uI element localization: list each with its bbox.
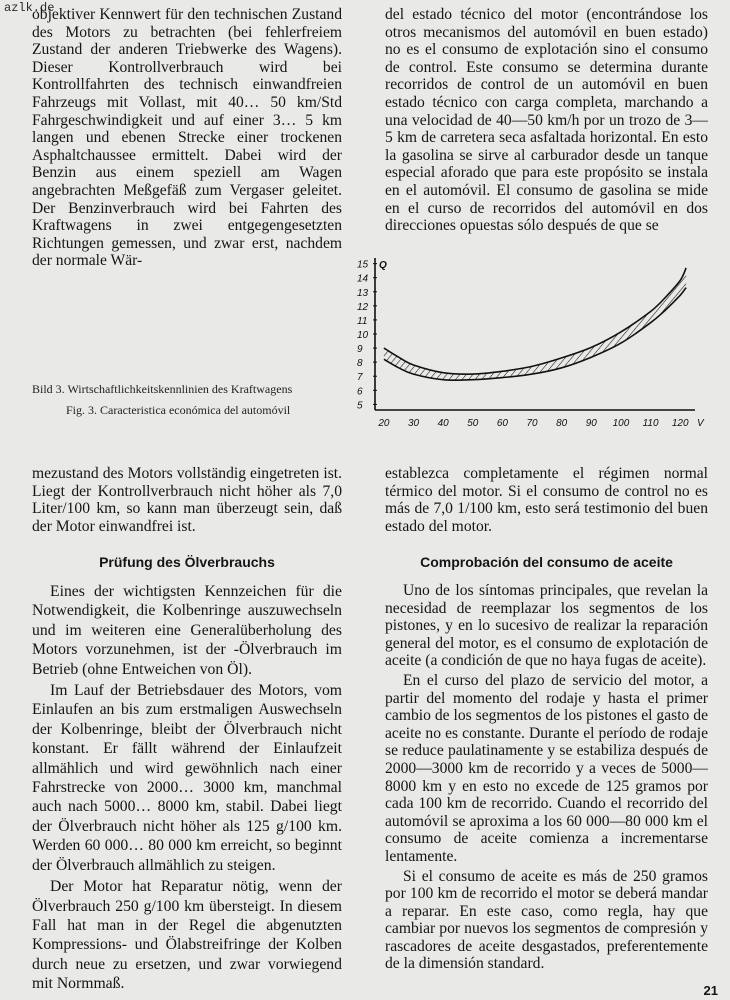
chart-y-tick-label: 11 bbox=[357, 315, 368, 327]
chart-x-tick-label: 100 bbox=[612, 418, 630, 429]
spanish-paragraph-continuation: del estado técnico del motor (encontrándose los otros mecanismos del automóvil en buen estado) no es el consumo de explotación sino el consumo de control. Este consumo se determina durante recorridos de control de un automóvil en buen estado técnico con carga completa, marchando a una velocidad de 40—50 km/h por un trozo de 3—5 km de carretera seca asfaltada horizontal. En esto la gasolina se sirve al carburador desde un tanque especial aforado que para este propósito se instala en el automóvil. El consumo de gasolina se mide en el curso de recorridos del automóvil en dos direcciones opuestas sólo después de que se bbox=[385, 6, 708, 235]
chart-y-ticks bbox=[357, 260, 377, 412]
spanish-paragraph-2: En el curso del plazo de servicio del motor, a partir del momento del rodaje y hasta el primer cambio de los segmentos de los pistones el gasto de aceite no es constante. Durante el período de rodaje se reduce paulatinamente y se estabiliza después de 2000—3000 km de recorrido y a veces de 5000—8000 km y en esto no excede de 125 gramos por cada 100 km de recorrido. Cuando el recorrido del automóvil se aproxima a los 60 000—80 000 km el consumo de aceite comienza a incrementarse lentamente. bbox=[385, 671, 708, 865]
spanish-paragraph-end: establezca completamente el régimen normal térmico del motor. Si el consumo de control no es más de 7,0 1/100 km, esto será testimonio del buen estado del motor. bbox=[385, 465, 708, 535]
fuel-economy-chart bbox=[355, 250, 705, 440]
spanish-text-top bbox=[385, 6, 708, 235]
chart-y-tick-label: 15 bbox=[357, 259, 369, 271]
german-text-bottom bbox=[32, 582, 342, 994]
spanish-text-mid bbox=[385, 465, 708, 535]
watermark: azlk.de bbox=[4, 1, 55, 15]
german-text-top bbox=[32, 6, 342, 270]
chart-x-axis-label: V bbox=[697, 418, 704, 429]
german-text-mid bbox=[32, 465, 342, 535]
spanish-paragraph-3: Si el consumo de aceite es más de 250 gramos por 100 km de recorrido el motor se deberá mandar a reparar. En este caso, como regla, hay que cambiar por nuevos los segmentos de compresión y rascadores de aceite desgastados, preferentemente de la dimensión standard. bbox=[385, 867, 708, 973]
german-section-heading: Prüfung des Ölverbrauchs bbox=[99, 554, 275, 570]
chart-y-tick-label: 6 bbox=[357, 386, 363, 398]
spanish-paragraph-1: Uno de los síntomas principales, que revelan la necesidad de reemplazar los segmentos de los pistones, y en lo sucesivo de realizar la reparación general del motor, es el consumo de explotación de aceite (a condición de que no haya fugas de aceite). bbox=[385, 582, 708, 670]
chart-y-tick-label: 9 bbox=[357, 344, 363, 356]
page-number: 21 bbox=[703, 983, 718, 998]
chart-y-tick-label: 13 bbox=[357, 287, 369, 299]
chart-x-tick-label: 60 bbox=[496, 418, 508, 429]
chart-y-axis-label: Q bbox=[379, 260, 387, 271]
german-paragraph-continuation: objektiver Kennwert für den technischen Zustand des Motors zu betrachten (bei fehlerfreiem Zustand der anderen Triebwerke des Wagens). Dieser Kontrollverbrauch wird bei Kontrollfahrten des technisch einwandfreien Fahrzeugs mit Vollast, mit 40… 50 km/Std Fahrgeschwindigkeit und auf einer 3… 5 km langen und ebenen Strecke einer trockenen Asphaltchaussee ermittelt. Dabei wird der Benzin aus einem speziell am Wagen angebrachten Meßgefäß zum Vergaser geleitet. Der Benzinverbrauch wird bei Fahrten des Kraftwagens in zwei entgegengesetzten Richtungen gemessen, und zwar erst, nachdem der normale Wär- bbox=[32, 6, 342, 270]
chart-x-tick-label: 20 bbox=[378, 418, 390, 429]
chart-x-tick-label: 120 bbox=[671, 418, 689, 429]
chart-x-tick-label: 110 bbox=[642, 418, 659, 429]
spanish-section-heading: Comprobación del consumo de aceite bbox=[420, 554, 673, 570]
chart-y-tick-label: 5 bbox=[357, 400, 363, 412]
chart-x-tick-label: 80 bbox=[556, 418, 568, 429]
chart-y-tick-label: 10 bbox=[357, 330, 369, 341]
chart-x-tick-label: 90 bbox=[585, 418, 597, 429]
chart-y-tick-label: 7 bbox=[357, 372, 363, 384]
german-paragraph-1: Eines der wichtigsten Kennzeichen für die Notwendigkeit, die Kolbenringe auszuwechseln und im weiteren eine Generalüberholung des Motors vorzunehmen, ist der -Ölverbrauch im Betrieb (ohne Entweichen von Öl). bbox=[32, 583, 342, 678]
spanish-text-bottom bbox=[385, 582, 708, 973]
figure-caption-german: Bild 3. Wirtschaftlichkeitskennlinien des Kraftwagens bbox=[32, 382, 293, 396]
german-paragraph-2: Im Lauf der Betriebsdauer des Motors, vom Einlaufen an bis zum erstmaligen Auswechseln der Kolbenringe, bleibt der Ölverbrauch nicht konstant. Er fällt während der Einlaufzeit allmählich und wird gewöhnlich nach einer Fahrstrecke von 2000… 3000 km, manchmal auch nach 5000… 8000 km, stabil. Dabei liegt der Ölverbrauch nicht höher als 125 g/100 km. Werden 60 000… 80 000 km erreicht, so beginnt der Ölverbrauch allmählich zu steigen. bbox=[32, 682, 342, 874]
chart-x-tick-label: 30 bbox=[407, 418, 420, 429]
chart-y-tick-label: 8 bbox=[357, 358, 363, 370]
chart-x-tick-label: 50 bbox=[467, 418, 479, 429]
chart-y-tick-label: 12 bbox=[357, 301, 369, 313]
chart-x-ticks bbox=[377, 418, 689, 429]
german-paragraph-3: Der Motor hat Reparatur nötig, wenn der Ölverbrauch 250 g/100 km übersteigt. In diesem Fall hat man in der Regel die abgenutzten Kompressions- und Ölabstreifringe der Kolben durch neue zu ersetzen, und zwar vorwiegend mit Normmaß. bbox=[32, 878, 342, 993]
figure-caption-spanish: Fig. 3. Caracteristica económica del automóvil bbox=[66, 403, 291, 417]
chart-x-tick-label: 40 bbox=[437, 418, 449, 429]
chart-y-tick-label: 14 bbox=[357, 273, 369, 285]
chart-x-tick-label: 70 bbox=[526, 418, 538, 429]
chart-hatched-band bbox=[384, 268, 686, 380]
german-paragraph-end: mezustand des Motors vollständig eingetreten ist. Liegt der Kontrollverbrauch nicht höher als 7,0 Liter/100 km, so kann man überzeugt sein, daß der Motor einwandfrei ist. bbox=[32, 465, 342, 535]
